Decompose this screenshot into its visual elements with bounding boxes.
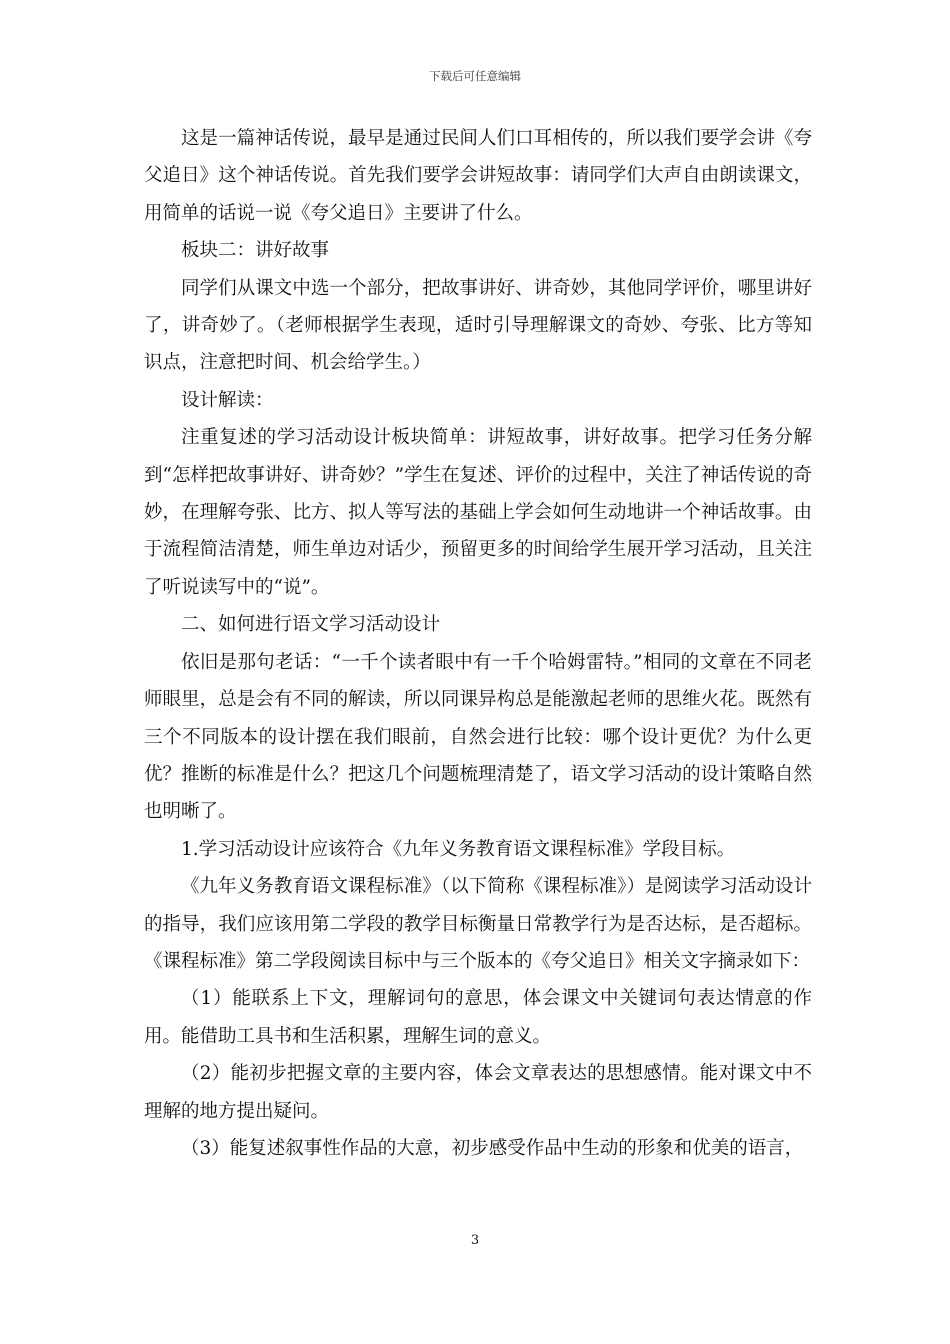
section-heading: 板块二：讲好故事 (181, 240, 330, 262)
paragraph: 依旧是那句老话：“一千个读者眼中有一千个哈姆雷特。”相同的文章在不同老师眼里，总是会有不同的解读，所以同课异构总是能激起老师的思维火花。既然有三个不同版本的设计摆在我们眼前，自然会进行比较：哪个设计更优？为什么更优？推断的标准是什么？把这几个问题梳理清楚了，语文学习活动的设计策略自然也明晰了。 (144, 651, 812, 823)
section-heading: 设计解读： (181, 389, 274, 411)
paragraph: 《九年义务教育语文课程标准》（以下简称《课程标准》）是阅读学习活动设计的指导，我们应该用第二学段的教学目标衡量日常教学行为是否达标，是否超标。《课程标准》第二学段阅读目标中与三个版本的《夸父追日》相关文字摘录如下： (144, 876, 812, 972)
section-heading: 1.学习活动设计应该符合《九年义务教育语文课程标准》学段目标。 (181, 838, 736, 860)
section-heading: 二、如何进行语文学习活动设计 (181, 614, 441, 636)
paragraph: 注重复述的学习活动设计板块简单：讲短故事，讲好故事。把学习任务分解到“怎样把故事讲好、讲奇妙？”学生在复述、评价的过程中，关注了神话传说的奇妙，在理解夸张、比方、拟人等写法的基础上学会如何生动地讲一个神话故事。由于流程简洁清楚，师生单边对话少，预留更多的时间给学生展开学习活动，且关注了听说读写中的“说”。 (144, 427, 812, 598)
page-number: 3 (470, 1233, 480, 1248)
list-item: （3）能复述叙事性作品的大意，初步感受作品中生动的形象和优美的语言， (181, 1137, 804, 1159)
list-item: （1）能联系上下文，理解词句的意思，体会课文中关键词句表达情意的作用。能借助工具书和生活积累，理解生词的意义。 (144, 988, 812, 1047)
paragraph: 这是一篇神话传说，最早是通过民间人们口耳相传的，所以我们要学会讲《夸父追日》这个神话传说。首先我们要学会讲短故事：请同学们大声自由朗读课文，用简单的话说一说《夸父追日》主要讲了什么。 (144, 128, 812, 224)
list-item: （2）能初步把握文章的主要内容，体会文章表达的思想感情。能对课文中不理解的地方提出疑问。 (144, 1063, 812, 1122)
document-body (144, 120, 812, 1167)
page-header: 下载后可任意编辑 (429, 69, 521, 83)
paragraph: 同学们从课文中选一个部分，把故事讲好、讲奇妙，其他同学评价，哪里讲好了，讲奇妙了。（老师根据学生表现，适时引导理解课文的奇妙、夸张、比方等知识点，注意把时间、机会给学生。） (144, 277, 812, 374)
